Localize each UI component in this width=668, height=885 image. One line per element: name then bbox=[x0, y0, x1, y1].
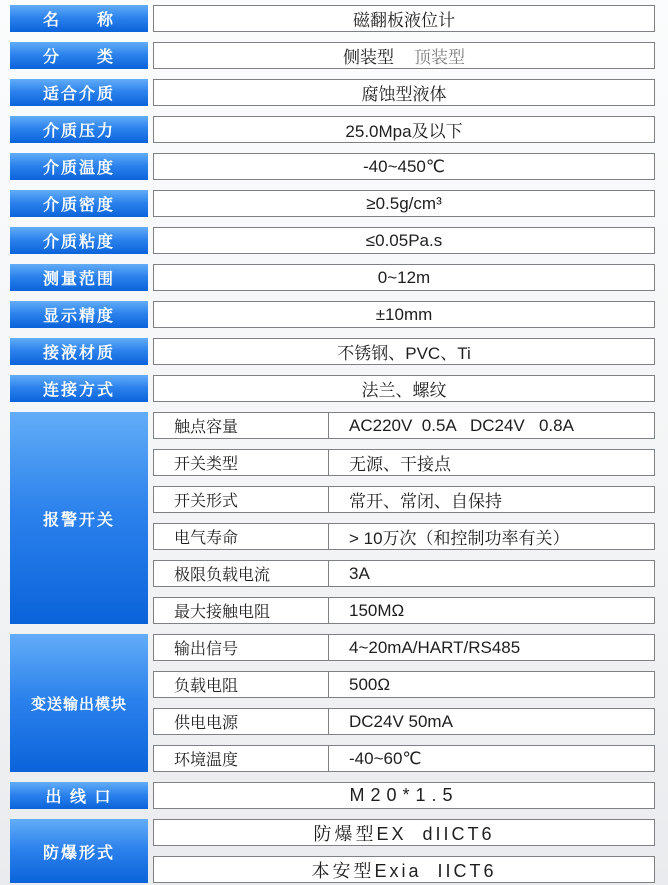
row-medium-density bbox=[10, 190, 655, 217]
row-wetted-material bbox=[10, 338, 655, 365]
row-display-accuracy-label: 显示精度 bbox=[10, 301, 148, 328]
subrow-value: 无源、干接点 bbox=[349, 455, 451, 474]
subrow-name: 开关形式 bbox=[154, 487, 329, 512]
table-row bbox=[153, 486, 655, 513]
table-row bbox=[153, 819, 655, 846]
subrow-name: 环境温度 bbox=[154, 746, 329, 771]
subrow-value: > 10万次（和控制功率有关） bbox=[349, 529, 570, 548]
row-medium-viscosity-label: 介质粘度 bbox=[10, 227, 148, 254]
row-medium-pressure-label: 介质压力 bbox=[10, 116, 148, 143]
row-medium-temperature-value: -40~450℃ bbox=[153, 153, 655, 180]
row-medium-temperature-label: 介质温度 bbox=[10, 153, 148, 180]
subrow-name: 供电电源 bbox=[154, 709, 329, 734]
table-row bbox=[153, 634, 655, 661]
subrow-value: 常开、常闭、自保持 bbox=[349, 492, 502, 511]
section-alarm-switch-label: 报警开关 bbox=[10, 412, 148, 624]
subrow-name: 开关类型 bbox=[154, 450, 329, 475]
row-name-label: 名 称 bbox=[10, 5, 148, 32]
section-transmitter-module bbox=[10, 634, 655, 772]
section-transmitter-module-label: 变送输出模块 bbox=[10, 634, 148, 772]
row-suitable-medium-label: 适合介质 bbox=[10, 79, 148, 106]
row-cable-outlet bbox=[10, 782, 655, 809]
row-suitable-medium bbox=[10, 79, 655, 106]
subrow-name: 极限负载电流 bbox=[154, 561, 329, 586]
row-medium-density-label: 介质密度 bbox=[10, 190, 148, 217]
section-explosion-proof-label: 防爆形式 bbox=[10, 819, 148, 883]
row-name bbox=[10, 5, 655, 32]
row-measuring-range-value: 0~12m bbox=[153, 264, 655, 291]
subrow-name: 负载电阻 bbox=[154, 672, 329, 697]
subrow-value: 3A bbox=[349, 563, 370, 583]
table-row bbox=[153, 412, 655, 439]
row-medium-pressure-value: 25.0Mpa及以下 bbox=[153, 116, 655, 143]
section-explosion-proof bbox=[10, 819, 655, 883]
subrow-value: 150MΩ bbox=[349, 600, 405, 620]
row-suitable-medium-value: 腐蚀型液体 bbox=[153, 79, 655, 106]
row-measuring-range-label: 测量范围 bbox=[10, 264, 148, 291]
row-medium-viscosity-value: ≤0.05Pa.s bbox=[153, 227, 655, 254]
subrow-name: 电气寿命 bbox=[154, 524, 329, 549]
row-connection-type-label: 连接方式 bbox=[10, 375, 148, 402]
row-connection-type-value: 法兰、螺纹 bbox=[153, 375, 655, 402]
row-cable-outlet-value: M20*1.5 bbox=[153, 782, 655, 809]
subrow-value: DC24V 50mA bbox=[349, 711, 453, 731]
table-row bbox=[153, 560, 655, 587]
table-row bbox=[153, 449, 655, 476]
row-display-accuracy bbox=[10, 301, 655, 328]
section-alarm-switch bbox=[10, 412, 655, 624]
row-medium-temperature bbox=[10, 153, 655, 180]
table-row bbox=[153, 708, 655, 735]
row-wetted-material-value: 不锈钢、PVC、Ti bbox=[153, 338, 655, 365]
subrow-name: 输出信号 bbox=[154, 635, 329, 660]
subrow-value: -40~60℃ bbox=[349, 748, 422, 768]
row-medium-density-value: ≥0.5g/cm³ bbox=[153, 190, 655, 217]
intrinsic-safety-type-value: 本安型Exia IICT6 bbox=[311, 860, 497, 881]
row-cable-outlet-label: 出 线 口 bbox=[10, 782, 148, 809]
table-row bbox=[153, 745, 655, 772]
subrow-name: 最大接触电阻 bbox=[154, 598, 329, 623]
table-row bbox=[153, 671, 655, 698]
row-wetted-material-label: 接液材质 bbox=[10, 338, 148, 365]
row-medium-viscosity bbox=[10, 227, 655, 254]
row-name-value: 磁翻板液位计 bbox=[153, 5, 655, 32]
row-category-label: 分 类 bbox=[10, 42, 148, 69]
subrow-value: 4~20mA/HART/RS485 bbox=[349, 637, 521, 657]
table-row bbox=[153, 597, 655, 624]
table-row bbox=[153, 856, 655, 883]
subrow-name: 触点容量 bbox=[154, 413, 329, 438]
row-category bbox=[10, 42, 655, 69]
category-secondary: 顶装型 bbox=[414, 48, 465, 67]
row-display-accuracy-value: ±10mm bbox=[153, 301, 655, 328]
row-measuring-range bbox=[10, 264, 655, 291]
table-row bbox=[153, 523, 655, 550]
row-category-value bbox=[153, 42, 655, 69]
category-primary: 侧装型 bbox=[343, 48, 394, 67]
explosion-proof-type-value: 防爆型EX dIICT6 bbox=[313, 823, 495, 844]
row-connection-type bbox=[10, 375, 655, 402]
subrow-value: 500Ω bbox=[349, 674, 391, 694]
row-medium-pressure bbox=[10, 116, 655, 143]
subrow-value: AC220V 0.5A DC24V 0.8A bbox=[349, 415, 574, 435]
